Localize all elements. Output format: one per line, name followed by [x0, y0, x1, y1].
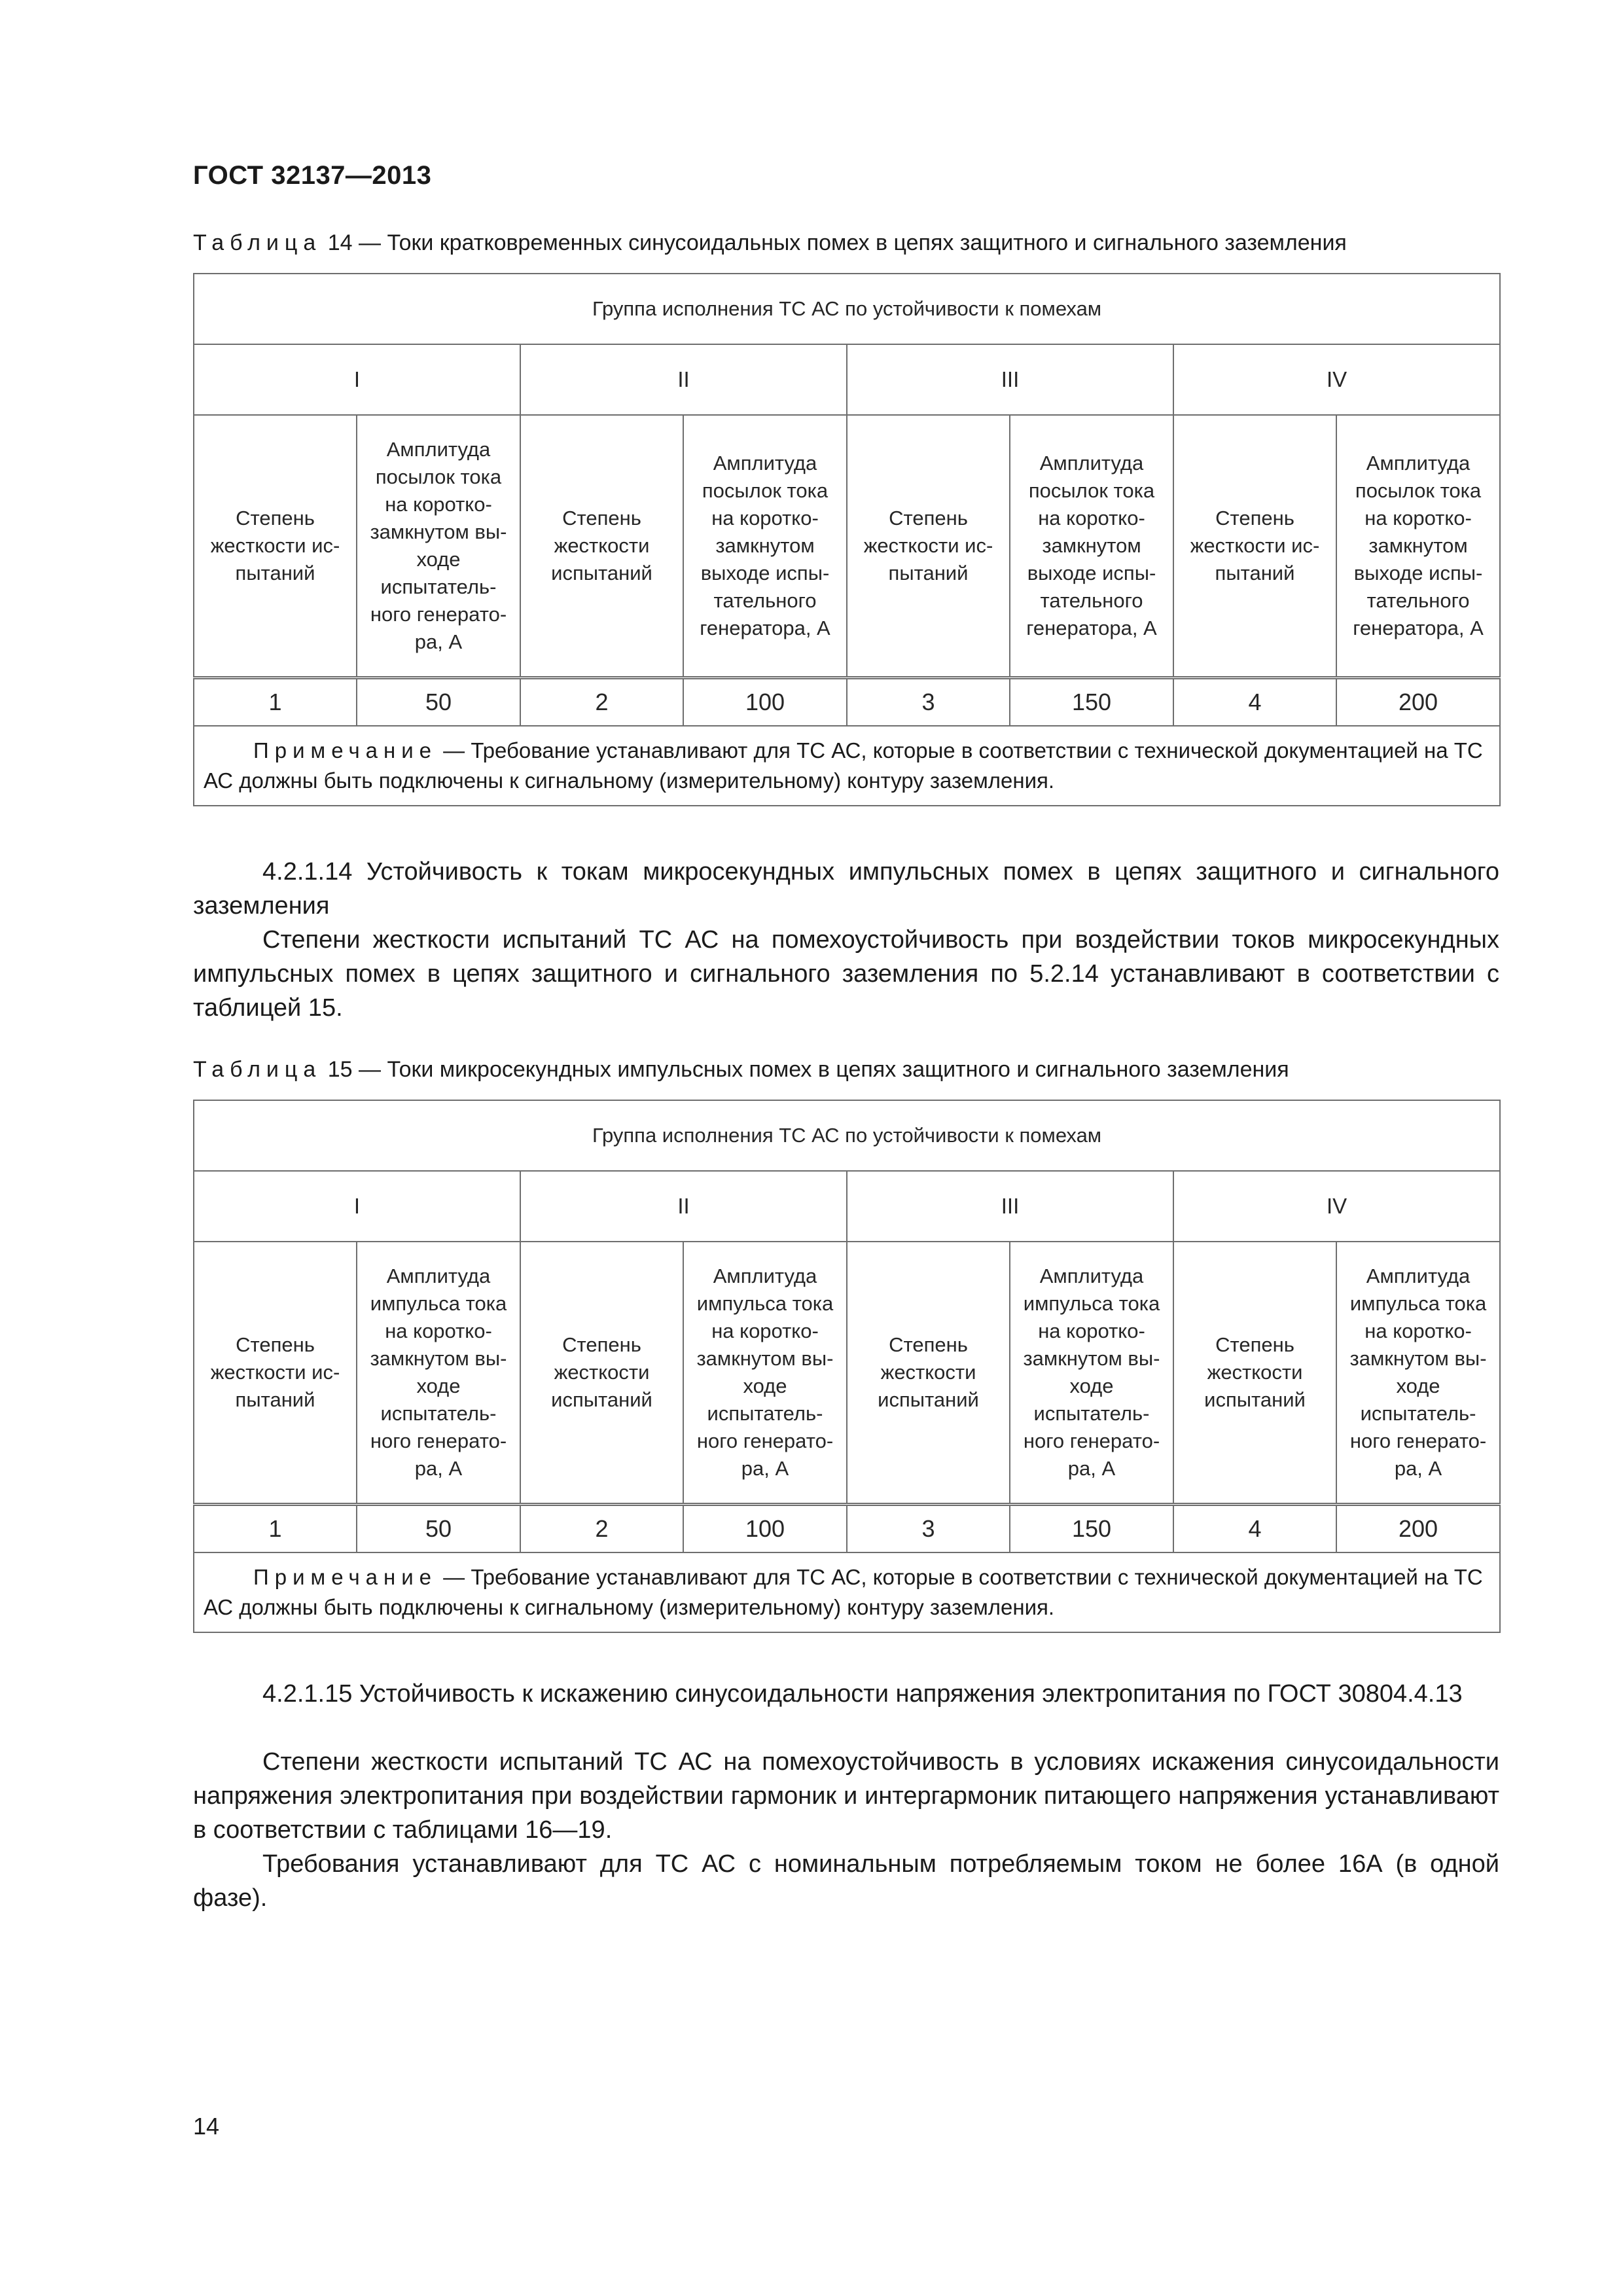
- table-15-col-header: Амплитуда импульса тока на коротко- замкнутом вы- ходе испытатель- ного генерато- ра, А: [683, 1242, 847, 1505]
- table-15-caption: [193, 1057, 1289, 1083]
- table-15-cell: 2: [520, 1505, 683, 1553]
- page-number: 14: [193, 2113, 220, 2140]
- table-14-cell: 100: [683, 678, 847, 726]
- table-15-caption-text: 15 — Токи микросекундных импульсных помех в цепях защитного и сигнального заземления: [327, 1057, 1289, 1082]
- table-15-cell: 50: [357, 1505, 520, 1553]
- table-14-caption-label: Таблица: [193, 230, 322, 255]
- section-4-2-1-14-title: 4.2.1.14 Устойчивость к токам микросекундных импульсных помех в цепях защитного и сигнального заземления: [193, 858, 1499, 920]
- table-14-group-ii: II: [520, 344, 847, 415]
- document-code: ГОСТ 32137—2013: [193, 161, 432, 190]
- table-14-cell: 4: [1173, 678, 1336, 726]
- table-14-data-row: [194, 678, 1500, 726]
- table-14-cell: 200: [1336, 678, 1500, 726]
- table-14-col-header: Амплитуда посылок тока на коротко- замкнутом выходе испы- тательного генератора, А: [1336, 415, 1500, 678]
- table-15-cell: 150: [1010, 1505, 1173, 1553]
- table-15: [193, 1100, 1501, 1633]
- table-14-col-header: Степень жесткости ис- пытаний: [847, 415, 1010, 678]
- table-14-col-header: Степень жесткости испытаний: [520, 415, 683, 678]
- table-15-group-ii: II: [520, 1171, 847, 1242]
- table-14-cell: 150: [1010, 678, 1173, 726]
- table-14-col-header: Амплитуда посылок тока на коротко- замкнутом выходе испы- тательного генератора, А: [683, 415, 847, 678]
- section-4-2-1-15-title: 4.2.1.15 Устойчивость к искажению синусоидальности напряжения электропитания по ГОСТ 30804.4.13: [262, 1680, 1463, 1708]
- table-14: [193, 273, 1501, 806]
- table-14-note: [194, 726, 1500, 806]
- table-15-note-label: Примечание: [253, 1565, 438, 1589]
- table-15-group-header: Группа исполнения ТС АС по устойчивости к помехам: [194, 1100, 1500, 1171]
- table-15-note-text: — Требование устанавливают для ТС АС, которые в соответствии с технической документацией на ТС АС должны быть подключены к сигнальному (измерительному) контуру заземления.: [204, 1565, 1483, 1619]
- table-15-data-row: [194, 1505, 1500, 1553]
- table-15-cell: 1: [194, 1505, 357, 1553]
- table-15-group-i: I: [194, 1171, 520, 1242]
- table-14-caption-text: 14 — Токи кратковременных синусоидальных помех в цепях защитного и сигнального заземления: [327, 230, 1347, 255]
- table-15-cell: 4: [1173, 1505, 1336, 1553]
- table-14-cell: 1: [194, 678, 357, 726]
- table-14-cell: 2: [520, 678, 683, 726]
- table-14-note-text: — Требование устанавливают для ТС АС, которые в соответствии с технической документацией на ТС АС должны быть подключены к сигнальному (измерительному) контуру заземления.: [204, 738, 1483, 793]
- table-15-col-header: Амплитуда импульса тока на коротко- замкнутом вы- ходе испытатель- ного генерато- ра, А: [357, 1242, 520, 1505]
- table-15-cell: 3: [847, 1505, 1010, 1553]
- table-14-group-i: I: [194, 344, 520, 415]
- table-14-col-header: Амплитуда посылок тока на коротко- замкнутом выходе испы- тательного генератора, А: [1010, 415, 1173, 678]
- section-4-2-1-14-text: Степени жесткости испытаний ТС АС на помехоустойчивость при воздействии токов микросекундных импульсных помех в цепях защитного и сигнального заземления по 5.2.14 устанавливают в соответствии с таблицей 15.: [193, 926, 1499, 1022]
- table-14-caption: [193, 230, 1347, 256]
- table-15-group-iv: IV: [1173, 1171, 1500, 1242]
- table-15-col-header: Амплитуда импульса тока на коротко- замкнутом вы- ходе испытатель- ного генерато- ра, А: [1336, 1242, 1500, 1505]
- table-14-group-iv: IV: [1173, 344, 1500, 415]
- table-15-col-header: Степень жесткости испытаний: [847, 1242, 1010, 1505]
- table-15-note: [194, 1552, 1500, 1632]
- table-14-cell: 50: [357, 678, 520, 726]
- table-14-col-header: Степень жесткости ис- пытаний: [1173, 415, 1336, 678]
- table-15-cell: 100: [683, 1505, 847, 1553]
- table-14-col-header: Амплитуда посылок тока на коротко- замкнутом вы- ходе испытатель- ного генерато- ра, А: [357, 415, 520, 678]
- table-14-group-header: Группа исполнения ТС АС по устойчивости к помехам: [194, 274, 1500, 344]
- section-4-2-1-15-text-1: Степени жесткости испытаний ТС АС на помехоустойчивость в условиях искажения синусоидальности напряжения электропитания при воздействии гармоник и интергармоник питающего напряжения устанавливают в соответствии с таблицами 16—19.: [193, 1748, 1499, 1844]
- section-4-2-1-15-text-2: Требования устанавливают для ТС АС с номинальным потребляемым током не более 16А (в одной фазе).: [193, 1850, 1499, 1912]
- table-14-group-iii: III: [847, 344, 1173, 415]
- table-14-note-label: Примечание: [253, 738, 438, 762]
- table-15-col-header: Степень жесткости испытаний: [1173, 1242, 1336, 1505]
- table-15-col-header: Амплитуда импульса тока на коротко- замкнутом вы- ходе испытатель- ного генерато- ра, А: [1010, 1242, 1173, 1505]
- table-15-group-iii: III: [847, 1171, 1173, 1242]
- table-15-col-header: Степень жесткости ис- пытаний: [194, 1242, 357, 1505]
- table-15-caption-label: Таблица: [193, 1057, 322, 1082]
- table-14-col-header: Степень жесткости ис- пытаний: [194, 415, 357, 678]
- table-15-cell: 200: [1336, 1505, 1500, 1553]
- table-14-cell: 3: [847, 678, 1010, 726]
- table-15-col-header: Степень жесткости испытаний: [520, 1242, 683, 1505]
